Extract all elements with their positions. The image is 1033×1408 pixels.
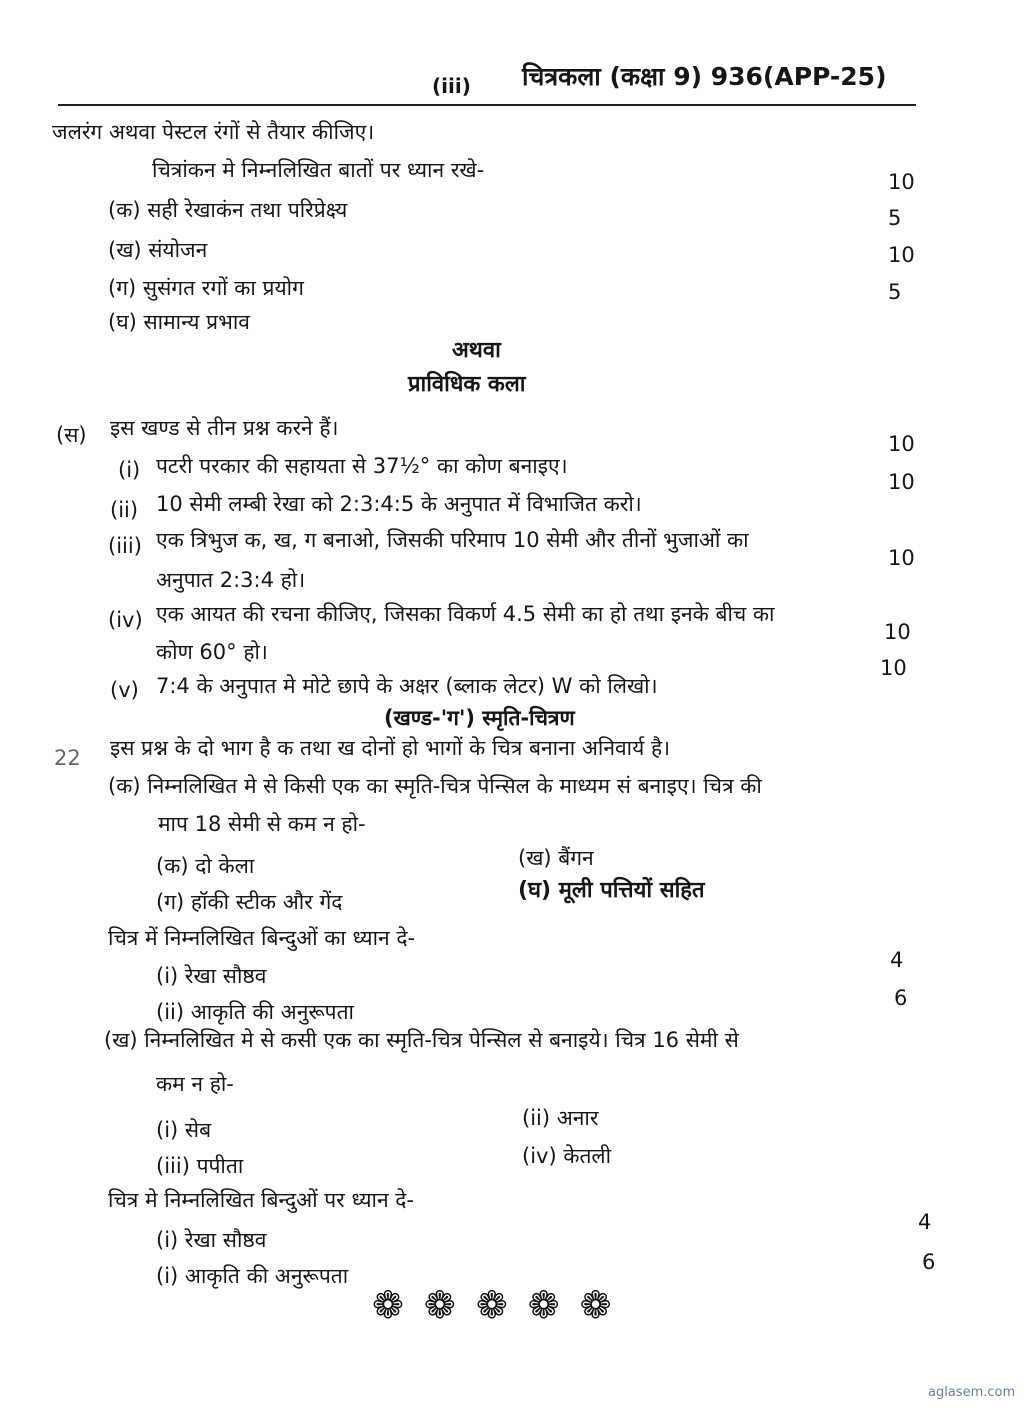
part-a-point-1-marks: 4 bbox=[890, 948, 904, 972]
flower-ornament-icon: ❁ ❁ ❁ ❁ ❁ bbox=[372, 1283, 616, 1327]
intro-item-1: (क) सही रेखाकंन तथा परिप्रेक्ष्य bbox=[108, 198, 348, 222]
part-a-line-1: (क) निम्नलिखित मे से किसी एक का स्मृति-चित्र पेन्सिल के माध्यम सं बनाइए। चित्र की bbox=[108, 774, 762, 798]
part-b-point-2: (i) आकृति की अनुरूपता bbox=[156, 1264, 349, 1288]
question-number: (v) bbox=[110, 678, 139, 702]
question-number: (i) bbox=[118, 458, 141, 482]
question-text: एक त्रिभुज क, ख, ग बनाओ, जिसकी परिमाप 10 सेमी और तीनों भुजाओं का bbox=[156, 528, 749, 552]
part-a-point-2: (ii) आकृति की अनुरूपता bbox=[156, 1000, 354, 1024]
part-a-points-intro: चित्र में निम्नलिखित बिन्दुओं का ध्यान दे- bbox=[108, 926, 416, 950]
question-text: 10 सेमी लम्बी रेखा को 2:3:4:5 के अनुपात में विभाजित करो। bbox=[156, 492, 642, 516]
question-text: पटरी परकार की सहायता से 37½° का कोण बनाइए। bbox=[156, 454, 568, 478]
part-b-option-2: (ii) अनार bbox=[522, 1106, 599, 1130]
part-b-points-intro: चित्र मे निम्नलिखित बिन्दुओं पर ध्यान दे- bbox=[108, 1188, 415, 1212]
page-number: (iii) bbox=[432, 74, 471, 98]
question-marks: 10 bbox=[888, 546, 915, 570]
part-b-option-4: (iv) केतली bbox=[522, 1144, 612, 1168]
technical-heading: प्राविधिक कला bbox=[408, 372, 526, 397]
page-title: चित्रकला (कक्षा 9) 936(APP-25) bbox=[522, 62, 887, 91]
question-marks: 10 bbox=[888, 470, 915, 494]
intro-item-3-marks: 5 bbox=[888, 280, 902, 304]
intro-item-1-marks: 5 bbox=[888, 206, 902, 230]
intro-line-2: चित्रांकन मे निम्नलिखित बातों पर ध्यान रखे- bbox=[152, 158, 485, 182]
part-b-point-1-marks: 4 bbox=[918, 1210, 932, 1234]
memory-instruction: इस प्रश्न के दो भाग है क तथा ख दोनों हो भागों के चित्र बनाना अनिवार्य है। bbox=[110, 736, 671, 760]
part-b-option-3: (iii) पपीता bbox=[156, 1154, 244, 1178]
part-a-line-2: माप 18 सेमी से कम न हो- bbox=[158, 812, 366, 836]
question-22-number: 22 bbox=[54, 746, 81, 770]
question-number: (iii) bbox=[108, 534, 142, 558]
question-number: (ii) bbox=[110, 498, 139, 522]
watermark: aglasem.com bbox=[928, 1385, 1016, 1400]
question-text: 7:4 के अनुपात मे मोटे छापे के अक्षर (ब्लाक लेटर) W को लिखो। bbox=[156, 674, 658, 698]
part-b-option-1: (i) सेब bbox=[156, 1118, 212, 1142]
part-a-option-2: (ख) बैंगन bbox=[518, 846, 594, 870]
part-a-option-1: (क) दो केला bbox=[156, 854, 255, 878]
intro-line-1: जलरंग अथवा पेस्टल रंगों से तैयार कीजिए। bbox=[52, 120, 375, 144]
header-rule bbox=[58, 104, 916, 106]
intro-item-4: (घ) सामान्य प्रभाव bbox=[108, 310, 250, 334]
question-text-cont: कोण 60° हो। bbox=[156, 640, 268, 664]
intro-item-3: (ग) सुसंगत रगों का प्रयोग bbox=[108, 276, 304, 300]
part-a-option-4: (घ) मूली पत्तियों सहित bbox=[518, 878, 705, 903]
question-marks: 10 bbox=[888, 432, 915, 456]
intro-item-2-marks: 10 bbox=[888, 243, 915, 267]
question-marks: 10 bbox=[880, 656, 907, 680]
intro-total-marks: 10 bbox=[888, 170, 915, 194]
technical-instruction: इस खण्ड से तीन प्रश्न करने हैं। bbox=[110, 416, 339, 440]
part-a-option-3: (ग) हॉकी स्टीक और गेंद bbox=[156, 890, 343, 914]
question-text-cont: अनुपात 2:3:4 हो। bbox=[156, 568, 306, 592]
or-heading: अथवा bbox=[452, 338, 501, 363]
question-text: एक आयत की रचना कीजिए, जिसका विकर्ण 4.5 सेमी का हो तथा इनके बीच का bbox=[156, 602, 775, 626]
section-label: (स) bbox=[56, 423, 87, 447]
intro-item-2: (ख) संयोजन bbox=[108, 238, 208, 262]
part-a-point-1: (i) रेखा सौष्ठव bbox=[156, 964, 267, 988]
part-b-point-1: (i) रेखा सौष्ठव bbox=[156, 1228, 267, 1252]
part-b-line-2: कम न हो- bbox=[156, 1072, 234, 1096]
part-b-line-1: (ख) निम्नलिखित मे से कसी एक का स्मृति-चित्र पेन्सिल से बनाइये। चित्र 16 सेमी से bbox=[104, 1028, 739, 1052]
question-number: (iv) bbox=[108, 608, 143, 632]
memory-heading: (खण्ड-'ग') स्मृति-चित्रण bbox=[384, 706, 575, 730]
part-a-point-2-marks: 6 bbox=[894, 986, 908, 1010]
question-marks: 10 bbox=[884, 620, 911, 644]
part-b-point-2-marks: 6 bbox=[922, 1250, 936, 1274]
